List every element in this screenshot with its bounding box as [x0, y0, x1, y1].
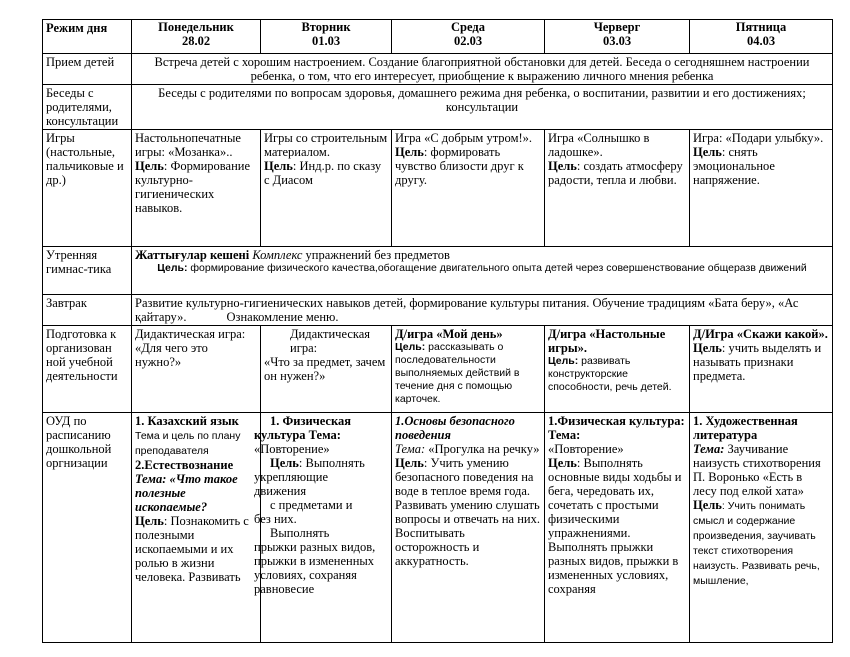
subject-text: «Повторение» — [548, 442, 624, 456]
goal-text: : Учить понимать смысл и содержание произведения, заучивать текст стихотворения наизусть. Развивать речь, мышление, — [693, 500, 820, 587]
row-breakfast — [43, 295, 833, 326]
subject-text: «Повторение» — [254, 442, 330, 456]
goal-text: : Познакомить с полезными ископаемыми и их ролью в жизни человека. Развивать — [135, 514, 249, 584]
theme-text: Заучивание наизусть стихотворения П. Воронько «Есть в лесу под елкой хата» — [693, 442, 821, 498]
day-name: Вторник — [301, 20, 351, 34]
goal-label: Цель: — [157, 262, 188, 274]
gym-goal — [135, 262, 829, 275]
igry-wed — [392, 130, 545, 247]
prep-fri — [690, 326, 833, 413]
gym-kz-title: Жаттығулар кешені — [135, 248, 250, 262]
goal-label: Цель — [548, 159, 577, 173]
prep-goal — [548, 355, 686, 394]
goal-label: Цель — [548, 456, 577, 470]
oud-tue — [254, 413, 392, 643]
priem-text: Встреча детей с хорошим настроением. Создание благоприятной обстановки для детей. Беседа о сегодняшнем настроении ребенка, о том, что его интересует, приобщение к выражению личного мнения ребенка — [132, 54, 833, 85]
goal-text: : Учить умению безопасного поведения на воде в теплое время года. Развивать умению слушать вопросы и отвечать на них. Воспитывать осторожность и аккуратность. — [395, 456, 540, 568]
day-header-thu — [545, 20, 690, 54]
goal-text: : Инд.р. по сказу с Диасом — [264, 159, 382, 187]
goal-line: условиях, сохраняя — [254, 568, 357, 582]
row-label: Завтрак — [43, 295, 132, 326]
subject-title: 1.Основы безопасного поведения — [395, 414, 515, 442]
goal-line: с предметами и — [270, 498, 353, 512]
subject-title: 1. Художественная литература — [693, 414, 798, 442]
goal-text: : снять эмоциональное напряжение. — [693, 145, 775, 187]
row-label: Беседы с родителями, консультации — [43, 85, 132, 130]
oud-wed — [392, 413, 545, 643]
day-date: 03.03 — [602, 34, 632, 48]
goal-text: : создать атмосферу радости, тепла и любви. — [548, 159, 683, 187]
breakfast-text: Развитие культурно-гигиенических навыков детей, формирование культуры питания. Обучение традициям «Бата беру», «Ас қайтару». — [135, 296, 799, 324]
oud-fri — [690, 413, 833, 643]
goal-label: Цель: — [395, 341, 426, 353]
day-date: 04.03 — [746, 34, 776, 48]
header-row — [43, 20, 833, 54]
row-gymnastics — [43, 247, 833, 295]
row-prep — [43, 326, 833, 413]
goal-line: движения — [254, 484, 307, 498]
prep-thu — [545, 326, 690, 413]
row-label: Прием детей — [43, 54, 132, 85]
subject-title: культура Тема: — [254, 428, 341, 442]
goal-label: Цель — [693, 498, 722, 512]
day-header-mon — [132, 20, 261, 54]
goal-label: Цель — [135, 514, 164, 528]
igry-fri — [690, 130, 833, 247]
day-date: 02.03 — [453, 34, 483, 48]
oud-mon — [132, 413, 261, 643]
row-label: ОУД по расписанию дошкольной оргнизации — [43, 413, 132, 643]
goal-text: развивать конструкторские способности, речь детей. — [548, 355, 672, 393]
goal-text: : Выполнять — [298, 456, 365, 470]
prep-wed — [392, 326, 545, 413]
goal-line: без них. — [254, 512, 297, 526]
goal-label: Цель — [693, 341, 722, 355]
day-name: Пятница — [735, 20, 787, 34]
igry-tue — [261, 130, 392, 247]
row-igry — [43, 130, 833, 247]
row-oud — [43, 413, 833, 643]
subject-title: 2.Естествознание — [135, 458, 234, 472]
subject-title: 1.Физическая культура: Тема: — [548, 414, 685, 442]
goal-text: : учить выделять и называть признаки предмета. — [693, 341, 822, 383]
goal-label: Цель — [693, 145, 722, 159]
regime-label: Режим дня — [46, 21, 108, 35]
game-title: Игра: «Подари улыбку». — [693, 131, 824, 145]
subject-theme: Тема: «Что такое полезные ископаемые? — [135, 472, 238, 514]
row-besedy — [43, 85, 833, 130]
goal-text: : формировать чувство близости друг к другу. — [395, 145, 524, 187]
day-date: 01.03 — [311, 34, 341, 48]
prep-tue — [261, 326, 392, 413]
day-date: 28.02 — [181, 34, 211, 48]
regime-header — [43, 20, 132, 54]
prep-title: Д/Игра «Скажи какой». — [693, 327, 828, 341]
goal-label: Цель — [395, 456, 424, 470]
prep-title: Дидактическая игра: — [290, 327, 371, 355]
theme-label: Тема: — [693, 442, 725, 456]
subject-title: 1. Физическая — [270, 414, 351, 428]
game-title: Игра «Солнышко в ладошке». — [548, 131, 650, 159]
goal-label: Цель: — [548, 355, 579, 367]
row-label: Подготовка к организован ной учебной деятельности — [43, 326, 132, 413]
goal-text: рассказывать о последовательности выполняемых действий в течение дня с помощью карточек. — [395, 341, 520, 405]
goal-line: Выполнять — [270, 526, 330, 540]
theme-label: Тема: — [395, 442, 426, 456]
subject-title: 1. Казахский язык — [135, 414, 239, 428]
row-label: Утренняя гимнас-тика — [43, 247, 132, 295]
weekly-plan-table — [42, 19, 833, 643]
goal-line: укрепляющие — [254, 470, 328, 484]
prep-goal — [395, 341, 541, 406]
goal-text: формирование физического качества,обогащение двигательного опыта детей через совершенствование общеразв движений — [187, 262, 807, 274]
prep-text: «Что за предмет, зачем он нужен?» — [264, 355, 386, 383]
prep-mon — [132, 326, 261, 413]
goal-label: Цель — [264, 159, 293, 173]
prep-text: «Для чего это нужно?» — [135, 341, 208, 369]
goal-label: Цель — [135, 159, 164, 173]
day-name: Среда — [451, 20, 485, 34]
game-title: Настольнопечатные игры: «Мозанка».. — [135, 131, 241, 159]
day-name: Понедельник — [158, 20, 234, 34]
row-priem — [43, 54, 833, 85]
day-header-fri — [690, 20, 833, 54]
goal-text: : Формирование культурно-гигиенических навыков. — [135, 159, 251, 215]
game-title: Игра «С добрым утром!». — [395, 131, 533, 145]
gym-title-rest: упражнений без предметов — [302, 248, 450, 262]
day-name: Черверг — [593, 20, 641, 34]
oud-tue-content — [254, 414, 388, 596]
theme-text: «Прогулка на речку» — [425, 442, 540, 456]
gymnastics-cell — [132, 247, 833, 295]
goal-label: Цель — [270, 456, 299, 470]
igry-thu — [545, 130, 690, 247]
oud-thu — [545, 413, 690, 643]
goal-line: равновесие — [254, 582, 315, 596]
game-title: Игры со строительным материалом. — [264, 131, 388, 159]
gym-ru-title: Комплекс — [252, 248, 303, 262]
day-header-tue — [261, 20, 392, 54]
subject-text: Тема и цель по плану преподавателя — [135, 430, 241, 457]
breakfast-cell — [132, 295, 833, 326]
goal-label: Цель — [395, 145, 424, 159]
goal-text: : Выполнять основные виды ходьбы и бега, чередовать их, сочетать с простыми физическими упражнениями. Выполнять прыжки разных видов, прыжки в измененных условиях, сохраняя — [548, 456, 682, 596]
prep-title: Дидактическая игра: — [135, 327, 246, 341]
igry-mon — [132, 130, 261, 247]
prep-title: Д/игра «Мой день» — [395, 327, 503, 341]
row-label: Игры (настольные, пальчиковые и др.) — [43, 130, 132, 247]
besedy-text: Беседы с родителями по вопросам здоровья, домашнего режима дня ребенка, о воспитании, развитии и его достижениях; консультации — [132, 85, 833, 130]
breakfast-extra: Ознакомление меню. — [226, 310, 339, 324]
prep-title: Д/игра «Настольные игры». — [548, 327, 666, 355]
day-header-wed — [392, 20, 545, 54]
goal-line: прыжки разных видов, — [254, 540, 376, 554]
goal-line: прыжки в измененных — [254, 554, 375, 568]
